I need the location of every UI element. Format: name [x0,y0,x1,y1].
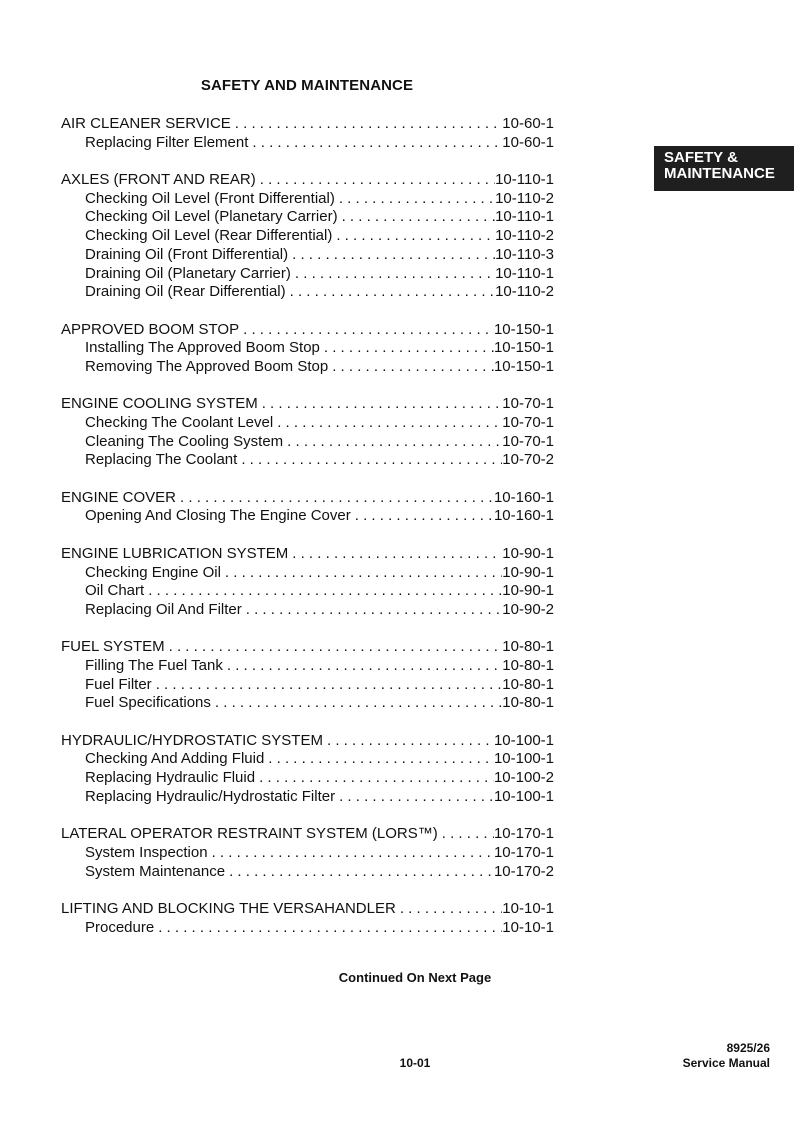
dot-leader [231,115,503,132]
toc-subentry[interactable] [61,227,554,246]
toc-subentry[interactable] [61,863,554,882]
toc-subentry[interactable] [61,582,554,601]
toc-entry-page: 10-160-1 [493,488,554,506]
toc-section [61,395,554,470]
toc-section-entry[interactable] [61,545,554,564]
toc-section [61,900,554,937]
toc-entry-title: AXLES (FRONT AND REAR) [61,171,256,189]
toc-entry-title: LATERAL OPERATOR RESTRAINT SYSTEM (LORS™) [61,825,438,843]
dot-leader [176,489,494,506]
dot-leader [323,732,494,749]
toc-entry-title: ENGINE LUBRICATION SYSTEM [61,544,289,562]
toc-section-entry[interactable] [61,395,554,414]
toc-section [61,171,554,302]
toc-entry-title: APPROVED BOOM STOP [61,320,240,338]
toc-entry-page: 10-100-1 [493,787,554,805]
toc-subentry[interactable] [61,769,554,788]
toc-entry-title: Fuel Filter [85,675,152,693]
toc-entry-title: Oil Chart [85,582,145,600]
toc-section-entry[interactable] [61,321,554,340]
toc-entry-page: 10-110-1 [495,264,554,282]
toc-section [61,732,554,807]
dot-leader [283,433,502,450]
dot-leader [242,601,503,618]
dot-leader [291,265,495,282]
toc-entry-title: Draining Oil (Front Differential) [85,245,289,263]
dot-leader [288,545,502,562]
toc-subentry[interactable] [61,134,554,153]
dot-leader [258,395,503,412]
toc-section-entry[interactable] [61,732,554,751]
toc-subentry[interactable] [61,507,554,526]
toc-entry-title: Fuel Specifications [85,694,211,712]
dot-leader [332,227,495,244]
toc-entry-page: 10-80-1 [502,675,554,693]
page-number: 10-01 [399,1056,431,1070]
toc-section-entry[interactable] [61,489,554,508]
toc-entry-page: 10-70-1 [502,432,554,450]
toc-entry-page: 10-100-1 [493,750,554,768]
toc-subentry[interactable] [61,414,554,433]
dot-leader [256,171,495,188]
toc-entry-title: HYDRAULIC/HYDROSTATIC SYSTEM [61,731,323,749]
document-code: 8925/26 [726,1041,770,1055]
toc-entry-title: Replacing Hydraulic Fluid [85,769,256,787]
dot-leader [335,190,495,207]
toc-subentry[interactable] [61,339,554,358]
toc-entry-title: Removing The Approved Boom Stop [85,357,329,375]
toc-entry-title: ENGINE COOLING SYSTEM [61,395,258,413]
dot-leader [328,358,494,375]
toc-entry-page: 10-90-1 [502,582,554,600]
toc-section-entry[interactable] [61,171,554,190]
dot-leader [288,246,495,263]
toc-subentry[interactable] [61,358,554,377]
dot-leader [152,676,503,693]
toc-entry-page: 10-110-2 [495,227,554,245]
dot-leader [338,208,495,225]
toc-entry-page: 10-80-1 [502,638,554,656]
toc-subentry[interactable] [61,750,554,769]
toc-subentry[interactable] [61,265,554,284]
dot-leader [223,657,502,674]
document-info [683,1041,770,1071]
dot-leader [273,414,502,431]
toc-section [61,489,554,526]
toc-subentry[interactable] [61,564,554,583]
dot-leader [208,844,494,861]
toc-entry-page: 10-110-3 [495,245,554,263]
dot-leader [211,694,502,711]
dot-leader [225,863,494,880]
toc-section-entry[interactable] [61,825,554,844]
toc-entry-title: Replacing The Coolant [85,451,238,469]
document-name: Service Manual [682,1056,770,1070]
toc-entry-title: Checking And Adding Fluid [85,750,265,768]
dot-leader [320,339,494,356]
dot-leader [248,134,502,151]
toc-entry-title: Checking Oil Level (Planetary Carrier) [85,208,338,226]
toc-entry-title: Procedure [85,918,155,936]
dot-leader [255,769,494,786]
toc-section [61,638,554,713]
dot-leader [221,564,502,581]
toc-entry-page: 10-80-1 [502,694,554,712]
toc-section-entry[interactable] [61,115,554,134]
toc-entry-title: Draining Oil (Rear Differential) [85,283,286,301]
toc-entry-page: 10-60-1 [502,115,554,132]
toc-entry-title: ENGINE COVER [61,488,177,506]
toc-entry-title: System Inspection [85,843,208,861]
toc-entry-page: 10-10-1 [502,899,554,917]
toc-entry-title: Replacing Oil And Filter [85,600,242,618]
toc-section [61,825,554,881]
toc-entry-title: Checking The Coolant Level [85,414,274,431]
toc-entry-title: Installing The Approved Boom Stop [85,339,320,357]
toc-entry-page: 10-70-1 [502,395,554,413]
toc-subentry[interactable] [61,844,554,863]
toc-entry-title: System Maintenance [85,862,226,880]
dot-leader [144,582,502,599]
section-tab-line-1: SAFETY & [664,149,738,166]
toc-entry-title: Replacing Filter Element [85,133,249,151]
toc-entry-page: 10-70-1 [502,414,554,431]
table-of-contents [61,115,554,956]
toc-entry-page: 10-170-1 [493,825,554,843]
toc-section-entry[interactable] [61,638,554,657]
toc-entry-title: FUEL SYSTEM [61,638,165,656]
page-title: SAFETY AND MAINTENANCE [200,77,414,94]
toc-section [61,115,554,152]
continued-note: Continued On Next Page [338,970,492,985]
toc-entry-title: LIFTING AND BLOCKING THE VERSAHANDLER [61,899,396,917]
toc-entry-title: Checking Oil Level (Front Differential) [85,189,335,207]
toc-subentry[interactable] [61,246,554,265]
toc-entry-title: Replacing Hydraulic/Hydrostatic Filter [85,787,336,805]
toc-entry-page: 10-150-1 [493,320,554,338]
toc-entry-title: AIR CLEANER SERVICE [61,115,231,132]
toc-entry-page: 10-150-1 [493,339,554,357]
toc-entry-page: 10-100-1 [493,731,554,749]
toc-entry-page: 10-60-1 [502,133,554,151]
toc-entry-page: 10-110-2 [495,283,554,301]
toc-subentry[interactable] [61,676,554,695]
toc-section [61,545,554,620]
toc-entry-page: 10-160-1 [493,507,554,525]
toc-subentry[interactable] [61,657,554,676]
toc-subentry[interactable] [61,788,554,807]
toc-entry-page: 10-80-1 [502,656,554,674]
dot-leader [335,788,494,805]
toc-subentry[interactable] [61,190,554,209]
toc-subentry[interactable] [61,451,554,470]
toc-entry-title: Filling The Fuel Tank [85,656,223,674]
toc-entry-title: Checking Engine Oil [85,563,221,581]
toc-section-entry[interactable] [61,900,554,919]
dot-leader [165,638,503,655]
toc-subentry[interactable] [61,694,554,713]
toc-entry-title: Draining Oil (Planetary Carrier) [85,264,291,282]
dot-leader [286,283,495,300]
toc-entry-page: 10-10-1 [502,918,554,936]
dot-leader [154,919,502,936]
section-tab-line-2: MAINTENANCE [664,165,775,182]
toc-entry-title: Opening And Closing The Engine Cover [85,507,351,525]
toc-entry-page: 10-110-1 [495,171,554,189]
toc-entry-page: 10-100-2 [493,769,554,787]
dot-leader [351,507,494,524]
section-tab [654,146,794,191]
toc-entry-page: 10-170-2 [493,862,554,880]
toc-entry-page: 10-90-1 [502,544,554,562]
toc-entry-page: 10-90-2 [502,600,554,618]
dot-leader [239,321,494,338]
toc-section [61,321,554,377]
toc-entry-page: 10-150-1 [493,357,554,375]
toc-entry-page: 10-110-2 [495,189,554,207]
toc-subentry[interactable] [61,919,554,938]
toc-entry-title: Cleaning The Cooling System [85,432,284,450]
dot-leader [264,750,494,767]
toc-subentry[interactable] [61,283,554,302]
toc-entry-page: 10-170-1 [493,843,554,861]
dot-leader [438,825,494,842]
toc-subentry[interactable] [61,601,554,620]
toc-subentry[interactable] [61,208,554,227]
toc-subentry[interactable] [61,433,554,452]
toc-entry-page: 10-70-2 [502,451,554,469]
toc-entry-page: 10-90-1 [502,563,554,581]
dot-leader [396,900,502,917]
toc-entry-title: Checking Oil Level (Rear Differential) [85,227,333,245]
dot-leader [237,451,502,468]
toc-entry-page: 10-110-1 [495,208,554,226]
